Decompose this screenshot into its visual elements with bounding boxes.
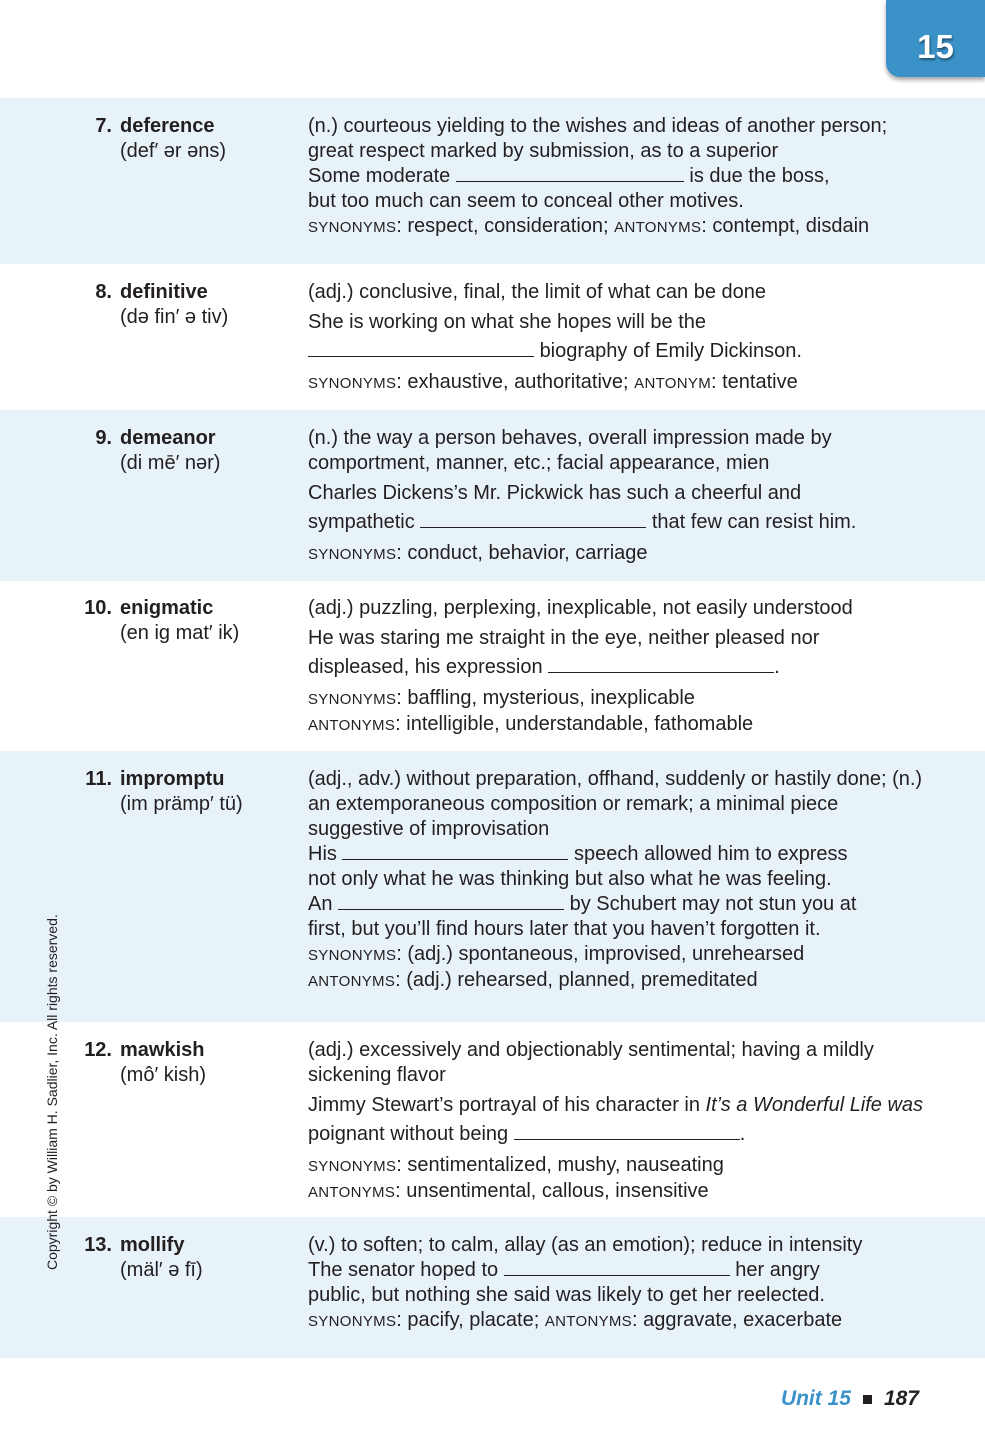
fill-blank[interactable]	[456, 164, 684, 182]
headword	[78, 767, 298, 817]
example-text: poignant without being	[308, 1123, 509, 1145]
synonyms-line	[308, 1308, 928, 1334]
synonyms-line	[308, 541, 928, 567]
entry-word: enigmatic	[120, 597, 214, 619]
fill-blank[interactable]	[420, 510, 646, 528]
example-text: Jimmy Stewart’s portrayal of his character in	[308, 1094, 706, 1116]
example-text: not only what he was thinking but also what he was feeling.	[308, 868, 832, 890]
example-text: His	[308, 843, 337, 865]
example-sentence	[308, 624, 928, 682]
antonyms-text: : contempt, disdain	[701, 215, 870, 237]
definition	[308, 767, 928, 842]
antonyms-text: : tentative	[711, 371, 798, 393]
entry-word: impromptu	[120, 768, 225, 790]
entry-number: 12.	[84, 1039, 112, 1061]
definition: (v.) to soften; to calm, allay (as an emotion); reduce in intensity	[308, 1234, 863, 1256]
synonyms-text: : respect, consideration;	[396, 215, 615, 237]
footer-unit: Unit 15	[780, 1387, 851, 1410]
example-text: biography of Emily Dickinson.	[539, 340, 802, 362]
example-sentence	[308, 892, 928, 942]
example-text: speech allowed him to express	[574, 843, 848, 865]
example-text: by Schubert may not stun you at	[569, 893, 857, 915]
entry-number: 11.	[85, 768, 112, 790]
definition: (adj.) excessively and objectionably sentimental; having a mildly sickening flavor	[308, 1039, 874, 1086]
unit-tab	[886, 0, 985, 77]
synonyms-line	[308, 942, 928, 994]
antonyms-text: : (adj.) rehearsed, planned, premeditated	[395, 969, 758, 991]
definition-text: (adj., adv.) without preparation, offhand, suddenly or hastily done;	[308, 768, 893, 790]
example-sentence	[308, 164, 928, 214]
fill-blank[interactable]	[504, 1258, 730, 1276]
example-text: public, but nothing she said was likely to get her reelected.	[308, 1284, 825, 1306]
synonyms-line	[308, 214, 928, 240]
example-text: is due the boss,	[689, 165, 830, 187]
definition: (n.) courteous yielding to the wishes and ideas of another person; great respect marked by submission, as to a superior	[308, 115, 888, 162]
example-text: sympathetic	[308, 511, 415, 533]
definition-block	[308, 767, 928, 994]
pronunciation: (mäl′ ə fī)	[120, 1259, 203, 1281]
antonyms-text: : intelligible, understandable, fathomable	[395, 713, 754, 735]
antonyms-text: : unsentimental, callous, insensitive	[395, 1180, 709, 1202]
entry-number: 9.	[95, 427, 112, 449]
antonyms-text: : aggravate, exacerbate	[631, 1309, 843, 1331]
definition: (adj.) puzzling, perplexing, inexplicable, not easily understood	[308, 597, 853, 619]
pronunciation: (im prämp′ tü)	[120, 793, 243, 815]
synonyms-text: : sentimentalized, mushy, nauseating	[396, 1154, 724, 1176]
example-title: It’s a Wonderful Life was	[705, 1094, 924, 1116]
synonyms-label: SYNONYMS	[308, 375, 397, 392]
entry-impromptu	[0, 751, 985, 1022]
definition-block	[308, 426, 928, 567]
synonyms-text: : exhaustive, authoritative;	[396, 371, 635, 393]
entry-mawkish	[0, 1022, 985, 1217]
square-bullet-icon	[863, 1395, 872, 1404]
fill-blank[interactable]	[338, 892, 564, 910]
synonyms-line	[308, 1153, 928, 1205]
example-text: Some moderate	[308, 165, 451, 187]
pronunciation: (en ig mat′ ik)	[120, 622, 240, 644]
pronunciation: (def′ ər əns)	[120, 140, 227, 162]
page-footer	[781, 1387, 919, 1411]
definition: (n.) the way a person behaves, overall impression made by comportment, manner, etc.; facial appearance, mien	[308, 427, 832, 474]
unit-tab-number: 15	[917, 28, 954, 65]
example-text: .	[739, 1123, 746, 1145]
example-text: that few can resist him.	[651, 511, 857, 533]
entry-word: mawkish	[120, 1039, 205, 1061]
headword	[78, 1038, 298, 1088]
fill-blank[interactable]	[548, 655, 774, 673]
pronunciation: (di mē′ nər)	[120, 452, 221, 474]
definition-block	[308, 596, 928, 738]
entry-number: 13.	[84, 1234, 112, 1256]
entry-word: deference	[120, 115, 215, 137]
entry-deference	[0, 98, 985, 264]
synonyms-label: SYNONYMS	[308, 219, 397, 236]
example-text: but too much can seem to conceal other motives.	[308, 190, 744, 212]
entry-definitive	[0, 264, 985, 410]
headword	[78, 280, 298, 330]
entry-number: 8.	[95, 281, 112, 303]
entry-demeanor	[0, 410, 985, 581]
antonyms-label: ANTONYMS	[308, 973, 396, 990]
antonyms-label: ANTONYMS	[614, 219, 702, 236]
synonyms-label: SYNONYMS	[308, 947, 397, 964]
synonyms-line	[308, 686, 928, 738]
synonyms-text: : (adj.) spontaneous, improvised, unrehearsed	[396, 943, 805, 965]
pronunciation: (mô′ kish)	[120, 1064, 206, 1086]
page-number: 187	[883, 1387, 919, 1410]
synonyms-line	[308, 370, 928, 396]
synonyms-label: SYNONYMS	[308, 1158, 397, 1175]
antonyms-label: ANTONYMS	[308, 717, 396, 734]
antonyms-label: ANTONYMS	[308, 1184, 396, 1201]
entry-number: 10.	[84, 597, 112, 619]
definition-block	[308, 280, 928, 396]
example-text: She is working on what she hopes will be the	[308, 311, 707, 333]
entry-word: definitive	[120, 281, 208, 303]
copyright-notice: Copyright © by William H. Sadlier, Inc. All rights reserved.	[44, 914, 60, 1270]
fill-blank[interactable]	[514, 1122, 740, 1140]
pronunciation: (də fin′ ə tiv)	[120, 306, 229, 328]
example-text: Charles Dickens’s Mr. Pickwick has such a cheerful and	[308, 482, 802, 504]
example-sentence	[308, 1091, 928, 1149]
example-sentence	[308, 479, 928, 537]
example-text: displeased, his expression	[308, 656, 543, 678]
example-text: An	[308, 893, 333, 915]
headword	[78, 1233, 298, 1283]
synonyms-text: : baffling, mysterious, inexplicable	[396, 687, 695, 709]
definition-block	[308, 1233, 928, 1334]
example-text: The senator hoped to	[308, 1259, 499, 1281]
example-sentence	[308, 1258, 928, 1308]
example-text: He was staring me straight in the eye, neither pleased nor	[308, 627, 820, 649]
example-text: first, but you’ll find hours later that you haven’t forgotten it.	[308, 918, 821, 940]
entry-word: demeanor	[120, 427, 216, 449]
synonyms-label: SYNONYMS	[308, 546, 397, 563]
example-text: .	[774, 656, 780, 678]
synonyms-label: SYNONYMS	[308, 691, 397, 708]
definition-block	[308, 1038, 928, 1205]
headword	[78, 426, 298, 476]
antonym-label: ANTONYM	[634, 375, 712, 392]
example-text: her angry	[735, 1259, 820, 1281]
antonyms-label: ANTONYMS	[544, 1313, 632, 1330]
entry-mollify	[0, 1217, 985, 1358]
definition: (adj.) conclusive, final, the limit of what can be done	[308, 281, 767, 303]
entry-number: 7.	[95, 115, 112, 137]
example-sentence	[308, 308, 928, 366]
headword	[78, 596, 298, 646]
entry-word: mollify	[120, 1234, 185, 1256]
entry-enigmatic	[0, 581, 985, 751]
synonyms-text: : conduct, behavior, carriage	[396, 542, 648, 564]
definition-block	[308, 114, 928, 240]
synonyms-label: SYNONYMS	[308, 1313, 397, 1330]
example-sentence	[308, 842, 928, 892]
fill-blank[interactable]	[308, 339, 534, 357]
fill-blank[interactable]	[342, 842, 568, 860]
definition-text: (n.) an extemporaneous composition or remark; a minimal piece suggestive of improvisation	[308, 768, 923, 840]
headword	[78, 114, 298, 164]
synonyms-text: : pacify, placate;	[396, 1309, 545, 1331]
